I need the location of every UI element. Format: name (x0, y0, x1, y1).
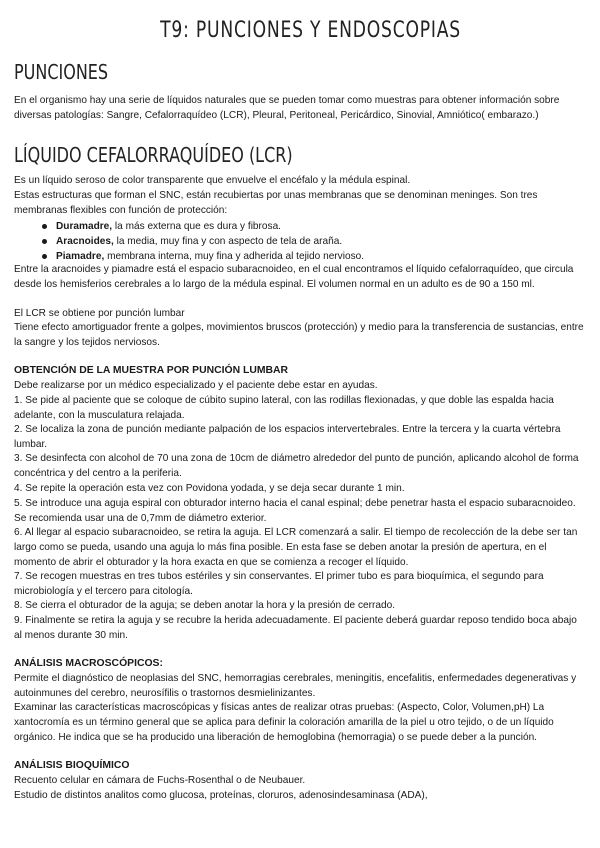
membrane-term: Aracnoides, (56, 236, 114, 247)
bullet-icon (42, 254, 47, 259)
lcr-paragraph-1: Es un líquido seroso de color transparente que envuelve el encéfalo y la médula espinal. (14, 175, 411, 186)
bullet-icon (42, 224, 47, 229)
membrane-desc: la media, muy fina y con aspecto de tela de araña. (113, 236, 343, 247)
bullet-icon (42, 239, 47, 244)
bioquimico-paragraph-1: Recuento celular en cámara de Fuchs-Rosenthal o de Neubauer. (14, 775, 306, 786)
document-title: T9: PUNCIONES Y ENDOSCOPIAS (160, 18, 461, 43)
lcr-paragraph-3: Entre la aracnoides y piamadre está el espacio subaracnoideo, en el cual encontramos el líquido cefalorraquídeo, que circula desde los hemisferios cerebrales a lo largo de la médula espinal. El volumen normal en un adulto es de 90 a 150 ml. (14, 264, 574, 290)
subheading-macro: ANÁLISIS MACROSCÓPICOS: (14, 658, 163, 669)
step-2: 2. Se localiza la zona de punción mediante palpación de los espacios intervertebrales. Entre la tercera y la cuarta vértebra lumbar. (14, 424, 561, 450)
macro-paragraph-1: Permite el diagnóstico de neoplasias del SNC, hemorragias cerebrales, meningitis, encefalitis, enfermedades degenerativas y autoinmunes del cerebro, neurosífilis o trastornos desmielinizantes. (14, 673, 577, 699)
subheading-obtencion: OBTENCIÓN DE LA MUESTRA POR PUNCIÓN LUMBAR (14, 365, 289, 376)
macro-paragraph-2: Examinar las características macroscópicas y físicas antes de realizar otras pruebas: (Aspecto, Color, Volumen,pH) La xantocromía es un término general que se aplica para definir la coloración amarilla de la piel u otro tejido, o de un líquido orgánico. He indica que se ha producido una liberación de hemoglobina (hemorragia) o se puede deber a la punción. (14, 702, 554, 743)
step-3: 3. Se desinfecta con alcohol de 70 una zona de 10cm de diámetro alrededor del punto de punción, aplicando alcohol de forma concéntrica y del centro a la periferia. (14, 453, 579, 479)
membranes-list (14, 219, 574, 264)
step-5: 5. Se introduce una aguja espiral con obturador interno hacia el canal espinal; debe penetrar hasta el espacio subaracnoideo. Se recomienda usar una de 0,7mm de diámetro exterior. (14, 498, 576, 524)
lcr-paragraph-2: Estas estructuras que forman el SNC, están recubiertas por unas membranas que se denominan meninges. Son tres membranas flexibles con función de protección: (14, 190, 538, 216)
lcr-paragraph-5: Tiene efecto amortiguador frente a golpes, movimientos bruscos (protección) y medio para la transferencia de sustancias, entre la sangre y los tejidos nerviosos. (14, 322, 584, 348)
bioquimico-paragraph-2: Estudio de distintos analitos como glucosa, proteínas, cloruros, adenosindesaminasa (ADA), (14, 790, 428, 801)
step-7: 7. Se recogen muestras en tres tubos estériles y sin conservantes. El primer tubo es para bioquímica, el segundo para microbiología y el tercero para citología. (14, 571, 544, 597)
step-1: 1. Se pide al paciente que se coloque de cúbito supino lateral, con las rodillas flexionadas, y que doble las espalda hacia adelante, con la musculatura relajada. (14, 395, 554, 421)
step-6: 6. Al llegar al espacio subaracnoideo, se retira la aguja. El LCR comenzará a salir. El tiempo de recolección de la debe ser tan largo como se pueda, usando una aguja lo más fina posible. En esta fase se deben anotar la presión de apertura, en el momento de abrir el obturador y la hora exacta en que se comienza a recoger el líquido. (14, 527, 578, 568)
step-9: 9. Finalmente se retira la aguja y se recubre la herida adecuadamente. El paciente deberá guardar reposo tendido boca abajo al menos durante 30 min. (14, 615, 577, 641)
lcr-paragraph-4: El LCR se obtiene por punción lumbar (14, 308, 185, 319)
punciones-intro: En el organismo hay una serie de líquidos naturales que se pueden tomar como muestras para obtener información sobre diversas patologías: Sangre, Cefalorraquídeo (LCR), Pleural, Peritoneal, Pericárdico, Sinovial, Amniótico( embarazo.) (14, 95, 560, 121)
membrane-desc: la más externa que es dura y fibrosa. (112, 221, 281, 232)
membrane-term: Piamadre, (56, 251, 105, 262)
subheading-bioquimico: ANÁLISIS BIOQUÍMICO (14, 760, 130, 771)
list-item (14, 234, 574, 249)
section-heading-punciones: PUNCIONES (14, 60, 109, 84)
step-8: 8. Se cierra el obturador de la aguja; se deben anotar la hora y la presión de cerrado. (14, 600, 395, 611)
membrane-term: Duramadre, (56, 221, 113, 232)
obtencion-intro: Debe realizarse por un médico especializado y el paciente debe estar en ayudas. (14, 380, 378, 391)
list-item (14, 249, 574, 264)
list-item (14, 219, 574, 234)
membrane-desc: membrana interna, muy fina y adherida al tejido nervioso. (104, 251, 365, 262)
section-heading-lcr: LÍQUIDO CEFALORRAQUÍDEO (LCR) (14, 143, 293, 167)
step-4: 4. Se repite la operación esta vez con Povidona yodada, y se deja secar durante 1 min. (14, 483, 405, 494)
